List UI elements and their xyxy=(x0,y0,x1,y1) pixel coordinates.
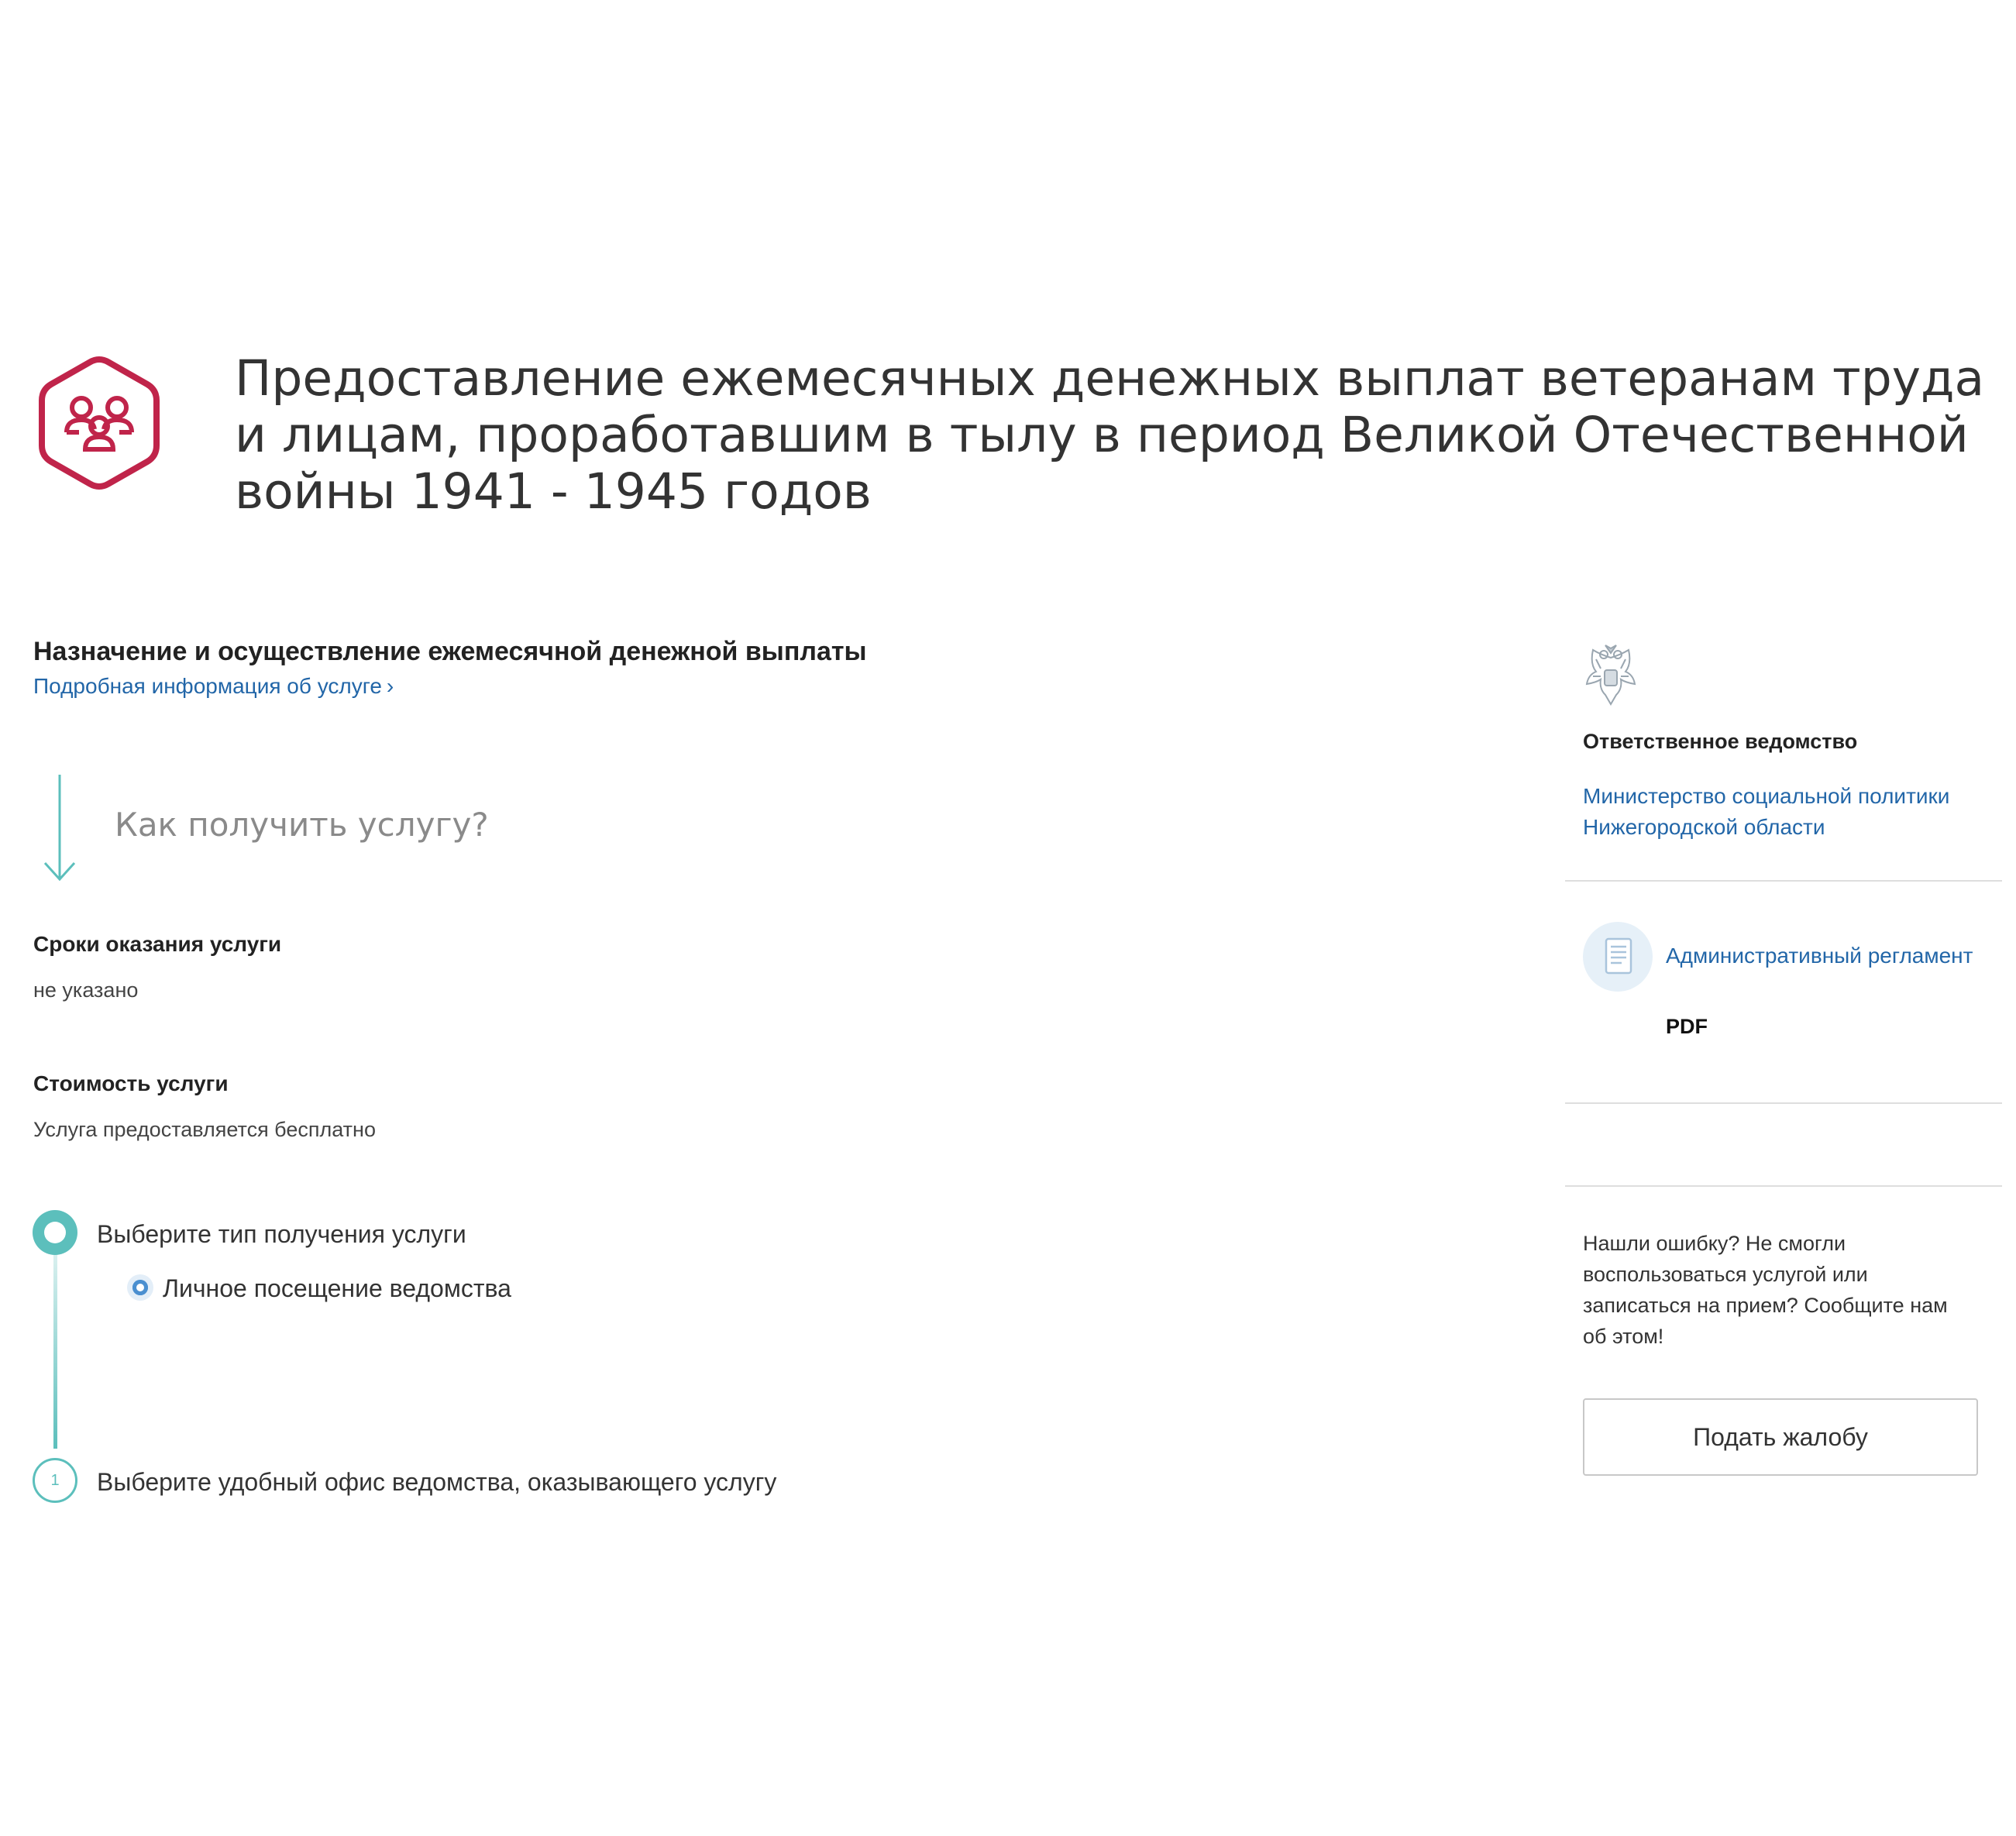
step-2-indicator: 1 xyxy=(33,1458,77,1503)
page-title: Предоставление ежемесячных денежных выплат ветеранам труда и лицам, проработавшим в тылу в период Великой Отечественной войны 1941 - 1945 годов xyxy=(235,350,1985,520)
sidebar-divider xyxy=(1565,1102,2002,1104)
document-icon xyxy=(1583,922,1653,992)
sidebar-divider xyxy=(1565,880,2002,882)
coat-of-arms-icon xyxy=(1582,641,1639,706)
submit-complaint-button[interactable]: Подать жалобу xyxy=(1583,1398,1978,1476)
term-value: не указано xyxy=(33,978,139,1002)
subservice-title: Назначение и осуществление ежемесячной денежной выплаты xyxy=(33,637,867,666)
file-format-label: PDF xyxy=(1666,1015,1708,1038)
service-details-link[interactable] xyxy=(33,674,394,699)
administrative-regulation-link[interactable]: Административный регламент xyxy=(1666,944,1973,968)
cost-label: Стоимость услуги xyxy=(33,1071,229,1095)
term-label: Сроки оказания услуги xyxy=(33,932,282,956)
agency-link[interactable]: Министерство социальной политики Нижегородской области xyxy=(1583,784,1950,839)
how-to-get-title: Как получить услугу? xyxy=(115,806,489,844)
responsible-agency-label: Ответственное ведомство xyxy=(1583,730,1858,753)
step-2-label: Выберите удобный офис ведомства, оказывающего услугу xyxy=(97,1468,777,1496)
step-1-indicator xyxy=(33,1210,77,1255)
sidebar-divider xyxy=(1565,1185,2002,1187)
service-details-link-label: Подробная информация об услуге xyxy=(33,674,382,698)
chevron-right-icon: › xyxy=(386,674,394,698)
step-connector-line xyxy=(53,1255,57,1449)
arrow-down-icon xyxy=(40,773,79,883)
step-1-label: Выберите тип получения услуги xyxy=(97,1220,466,1248)
feedback-text: Нашли ошибку? Не смогли воспользоваться услугой или записаться на прием? Сообщите нам об этом! xyxy=(1583,1232,1948,1348)
personal-visit-radio-label[interactable]: Личное посещение ведомства xyxy=(163,1274,511,1302)
personal-visit-radio[interactable] xyxy=(127,1274,153,1301)
people-group-icon xyxy=(37,355,161,491)
cost-value: Услуга предоставляется бесплатно xyxy=(33,1118,376,1141)
